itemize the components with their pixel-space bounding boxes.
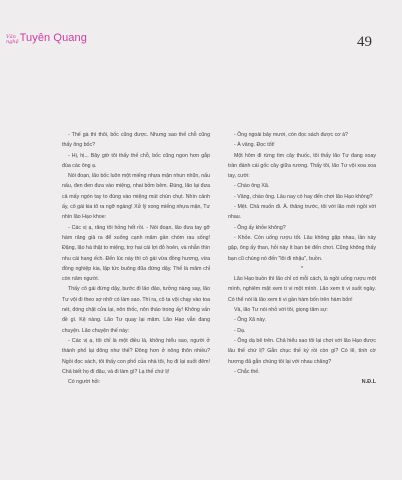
paragraph: - Ông ngoài bảy mươi, còn đọc sách được cơ à? — [234, 132, 348, 138]
paragraph: - Thế gà thì thôi, bốc cũng được. Nhưng sao thế chỗ cũng thấy ông bốc? — [62, 132, 210, 149]
paragraph: Có người hỏi: — [68, 379, 101, 386]
page-number: 49 — [357, 34, 372, 50]
paragraph: - Chắc thế. — [234, 368, 260, 375]
paragraph: - Ông Xã này. — [234, 317, 267, 324]
paragraph: - Các vị ạ, tôi chỉ là một điều là, không hiểu sao, người ở thành phố lại đông như thế? Đông hơn ở nông thôn nhiều? Ngồi đọc sách, tôi thấy con phố của nhà tôi, họ đi lại suốt đêm! Chả biết họ đi đâu, và đi làm gì? Lạ thế chứ lị! — [62, 337, 210, 375]
paragraph: Một hôm đi rừng tìm cây thuốc, tôi thấy lão Tư đang xoay trần đánh cái gốc cây giữa rương. Thấy tôi, lão Tư vội xoa xoa tay, cười: — [228, 152, 376, 180]
paragraph: Và, lão Tư nói nhỏ với tôi, giọng tâm sự: — [234, 307, 328, 314]
paragraph: Lão Hạo buồn thì lão chỉ có mỗi cách, là ngồi uống rượu một mình, nghiêm mặt xem ti vi một mình. Lão xem ti vi suốt ngày. Có thể nói là lão xem ti vi gần hàm bốn trên hàm bốn! — [228, 276, 376, 303]
paragraph: - À vâng. Đọc tốt! — [234, 142, 275, 149]
paragraph: - Ông dạ bê trên. Chả hiểu sao tôi lại chơi với lão Hạo được lâu thế chứ lị? Gắn chục thế kỷ rồi còn gì? Có lẽ, tình cờ hương đã gắn chúng tôi lại với nhau chăng? — [228, 337, 376, 365]
paragraph: - Các vị ạ, răng tôi hỏng hết rồi. - Nói đoạn, lão đưa tay gỡ hàm răng giả ra để xuống cạnh mâm gần chóm rau sống! Đặng, lão há thật to miệng, trợ hai cái lợi đỏ hoẻn, và nhẫn thìn nhu cái hang ếch. Đến lúc này thì cô gái vừa đồng hương, vừa đồng nghiệp kia, lặp tức buông đũa đứng dậy. Thế là mâm chỉ còn năm người. — [62, 224, 210, 283]
paragraph: Nói đoạn, lão bốc luôn một miếng nhựa mận nhun nhũn, nấu nấu, đen đen đưa vào miệng, nhai bỏm bẻm. Đúng, lão lại đưa cả mấy ngón tay to đùng vào miệng mút chùn chụt. Nhìn cảnh ấy, cô gái kia tô ra ngỡ ngàng! Xử lý xong miếng nhựa mận, Tư nhìn lão Hạo khoe: — [62, 173, 210, 221]
right-text-column — [228, 130, 376, 387]
masthead-small-text — [6, 35, 20, 44]
paragraph: - Khỏe. Còn uống rượu tốt. Lâu không gặp nhau, lần này gặp, ông ấy than, hỏi này ít bạn bè đến chơi. Cũng không thấy bạn cũ chúng nó đến "lôi đi nhậu", buồn. — [228, 234, 376, 262]
paragraph: - Hị, hị... Bây giờ tôi thấy thế chỗ, bốc cũng ngon hơn gắp đùa các ông ạ. — [62, 152, 210, 169]
masthead-small-top: Văn — [6, 34, 16, 40]
paragraph: Thấy cô gái đứng dậy, bước đi lảo đảo, tưởng nàng say, lão Tư vội đi theo sợ nhỡ có làm sao. Thì ra, cô ta vội chạy vào toa nét, đóng chặt cửa lại, nôn thốc, nôn tháo trong ấy! Không vấn đề gì. Kệ nàng. Lão Tư quay lại mâm. Lão Hạo vẫn đang chuyện. Lão chuyện thế này: — [62, 286, 210, 334]
section-separator: * — [300, 265, 304, 272]
paragraph: - Mệt. Chả muốn đi. À. thăng trước, tôi với lão mới ngồi với nhau. — [228, 204, 376, 221]
paragraph: - Dạ. — [234, 327, 246, 334]
masthead-title: Tuyên Quang — [19, 32, 87, 44]
magazine-masthead — [6, 30, 87, 44]
masthead-small-bottom: nghệ — [6, 38, 19, 45]
paragraph: - Chào ông Xã. — [234, 183, 270, 190]
paragraph: - Vâng, chào ông. Lâu nay có hay đến chơi lão Hạo không? — [234, 193, 373, 200]
left-text-column — [62, 130, 210, 387]
paragraph: - Ông ấy khỏe không? — [234, 224, 286, 231]
author-signature: N.Đ.L — [361, 379, 376, 386]
